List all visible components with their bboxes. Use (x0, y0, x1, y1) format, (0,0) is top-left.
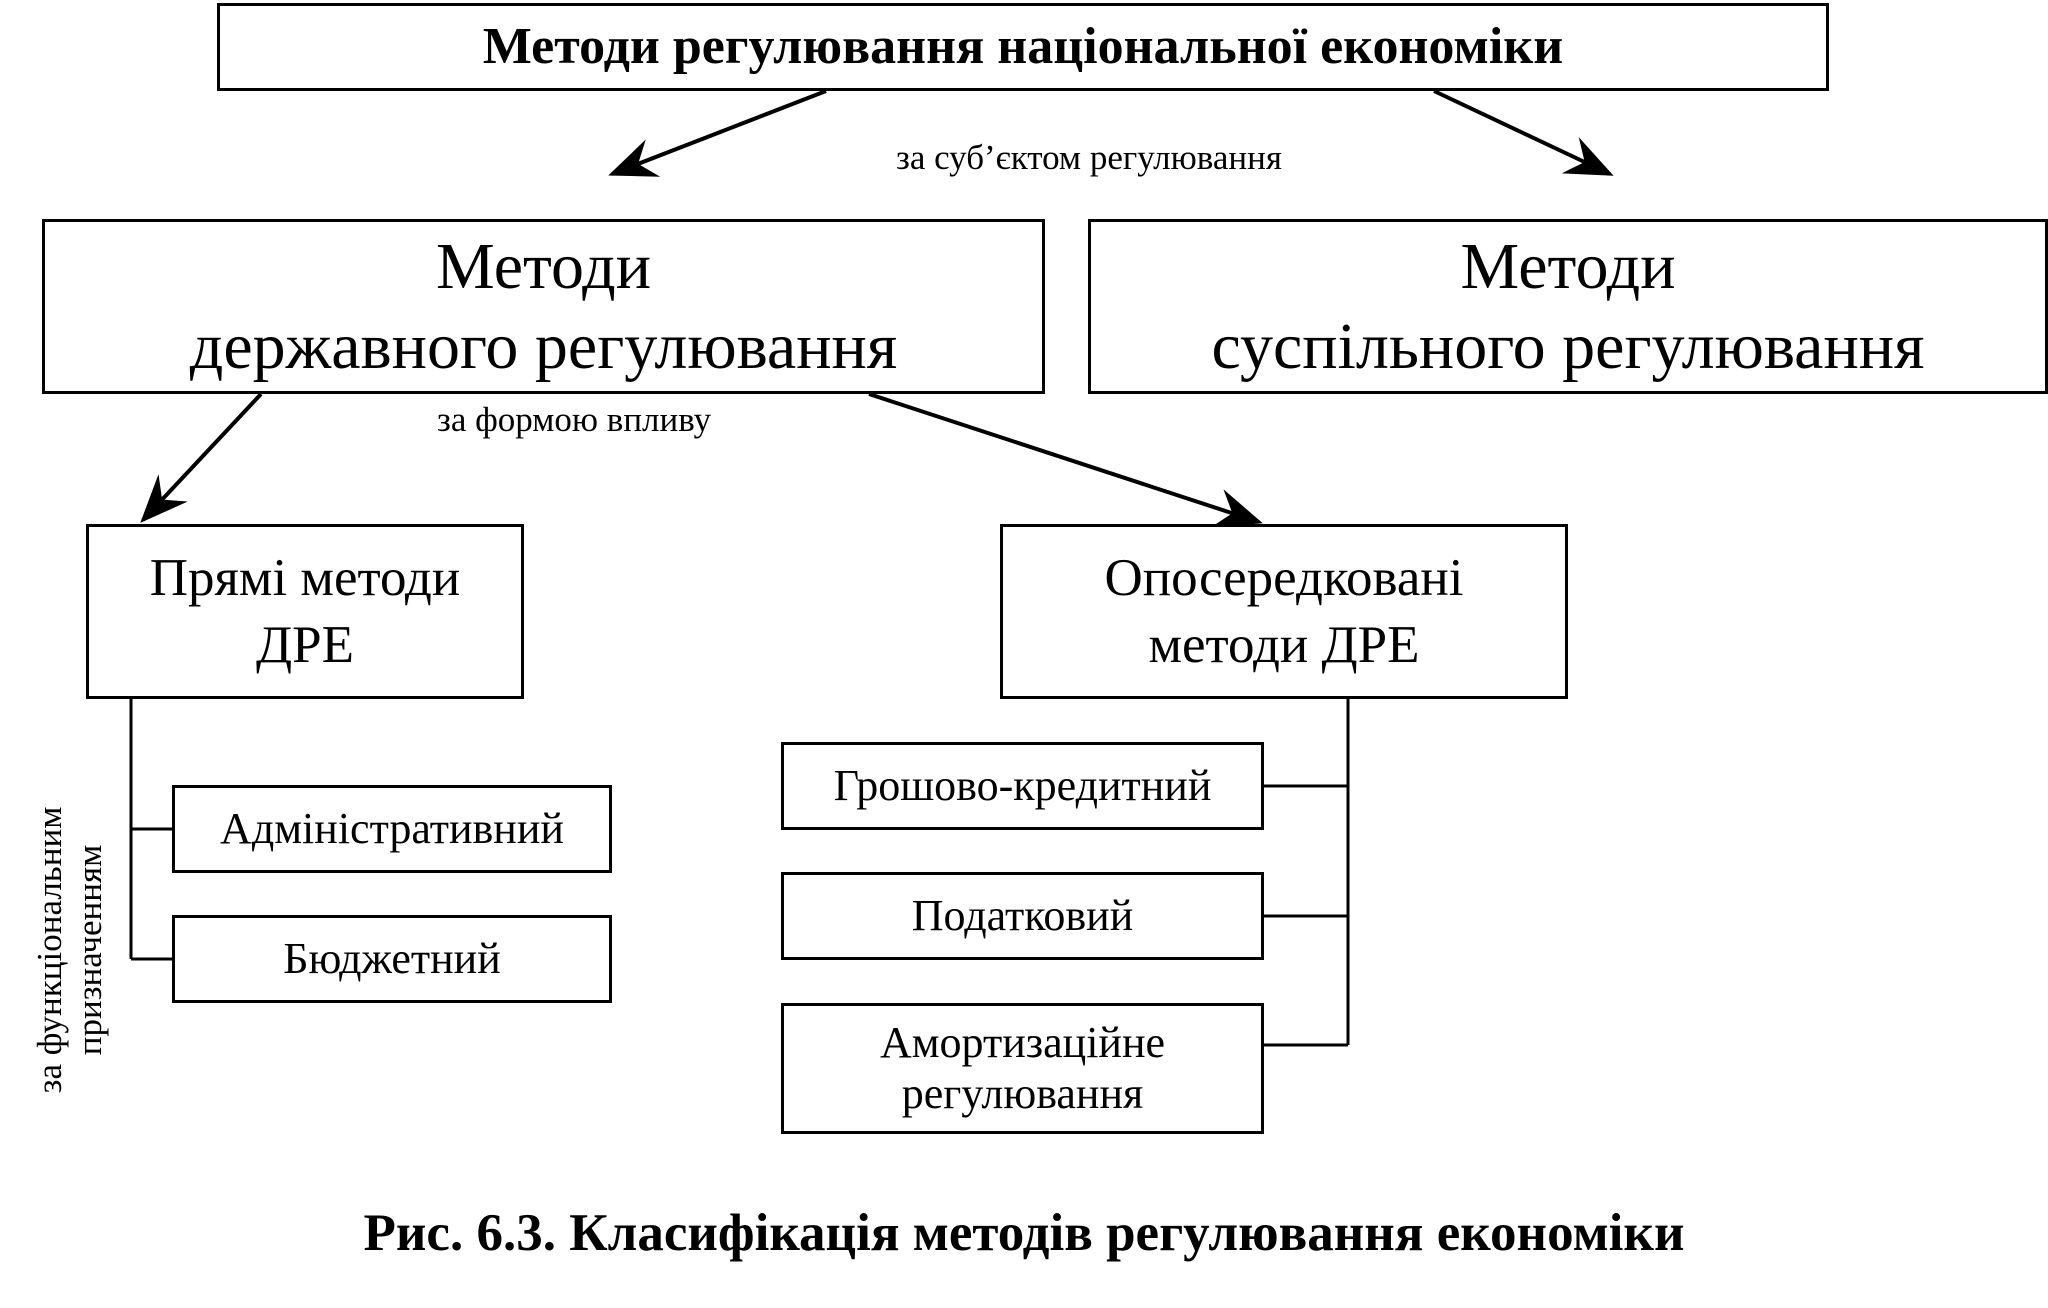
figure-caption: Рис. 6.3. Класифікація методів регулювання економіки (363, 1204, 1685, 1262)
box-line-1: Методи (435, 230, 652, 304)
box-amortization (781, 1003, 1264, 1134)
arrow-state-to-indirect (869, 394, 1259, 522)
label-line-1: за функціональним (29, 806, 69, 1094)
arrow-top-to-state (612, 91, 826, 174)
box-line-2: державного регулювання (189, 309, 898, 383)
label-line-2: призначенням (70, 844, 109, 1056)
box-indirect-methods (1000, 524, 1568, 699)
box-label: Бюджетний (283, 933, 501, 983)
box-administrative (172, 785, 612, 873)
box-line-2: методи ДРЕ (1148, 615, 1420, 674)
box-direct-methods (86, 524, 524, 699)
box-tax (781, 872, 1264, 960)
box-title: Методи регулювання національної економіки (482, 18, 1564, 76)
box-label: Податковий (911, 890, 1134, 940)
label-by-function (30, 807, 111, 1094)
label-by-form: за формою впливу (437, 400, 712, 439)
box-budget (172, 915, 612, 1003)
box-line-1: Прямі методи (149, 549, 461, 608)
box-line-1: Амортизаційне (879, 1017, 1166, 1067)
arrow-state-to-direct (143, 394, 261, 520)
box-monetary-credit (781, 742, 1264, 830)
label-by-subject: за суб’єктом регулювання (896, 138, 1282, 177)
box-line-2: суспільного регулювання (1211, 309, 1925, 383)
box-label: Грошово-кредитний (833, 760, 1212, 810)
box-label: Адміністративний (220, 803, 564, 853)
box-line-1: Опосередковані (1104, 549, 1464, 608)
box-social-regulation (1088, 219, 2048, 394)
box-national-economy-methods (217, 3, 1829, 91)
box-line-1: Методи (1460, 230, 1676, 304)
box-line-2: регулювання (901, 1068, 1144, 1118)
arrow-top-to-social (1434, 91, 1610, 174)
box-state-regulation (42, 219, 1045, 394)
box-line-2: ДРЕ (255, 615, 354, 674)
